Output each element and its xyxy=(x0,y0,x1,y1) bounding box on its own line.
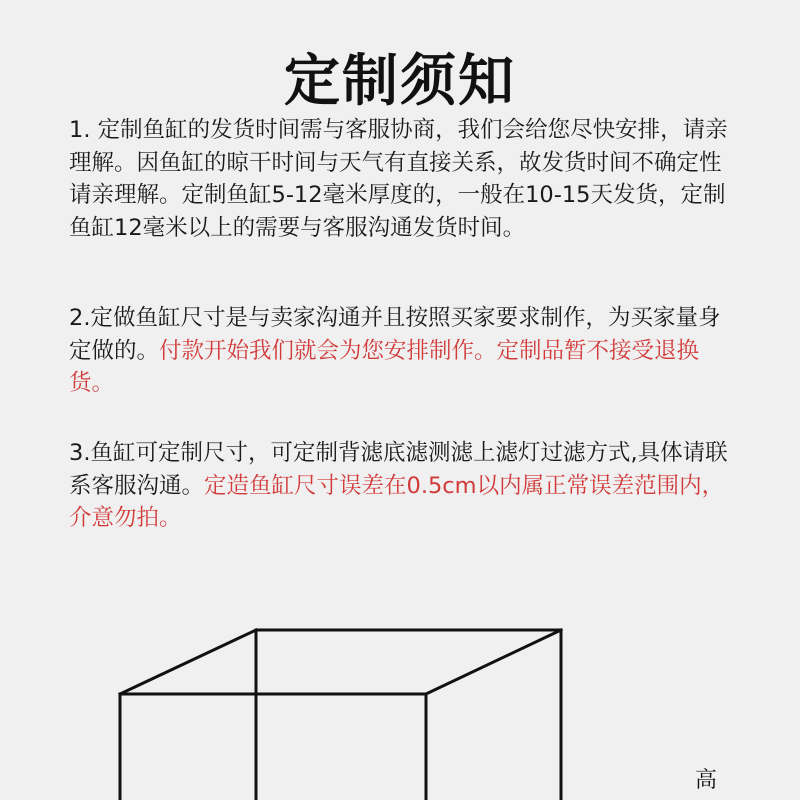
note-2 xyxy=(69,302,733,400)
note-3-text: 3.鱼缸可定制尺寸，可定制背滤底滤测滤上滤灯过滤方式,具体请联系客服沟通。 xyxy=(69,440,728,499)
note-3 xyxy=(69,437,733,535)
note-1-text: 1. 定制鱼缸的发货时间需与客服协商，我们会给您尽快安排，请亲理解。因鱼缸的晾干时间与天气有直接关系，故发货时间不确定性请亲理解。定制鱼缸5-12毫米厚度的，一般在10-15天发货，定制鱼缸12毫米以上的需要与客服沟通发货时间。 xyxy=(69,117,728,241)
note-1 xyxy=(69,114,733,244)
note-2-highlight: 付款开始我们就会为您安排制作。定制品暂不接受退换货。 xyxy=(69,337,700,396)
note-2-text: 2.定做鱼缸尺寸是与卖家沟通并且按照买家要求制作，为买家量身定做的。 xyxy=(69,305,721,364)
height-label: 高 xyxy=(695,768,718,793)
page-title: 定制须知 xyxy=(284,48,516,114)
note-3-highlight: 定造鱼缸尺寸误差在0.5cm以内属正常误差范围内，介意勿拍。 xyxy=(69,472,725,531)
tank-box-diagram xyxy=(0,600,800,800)
